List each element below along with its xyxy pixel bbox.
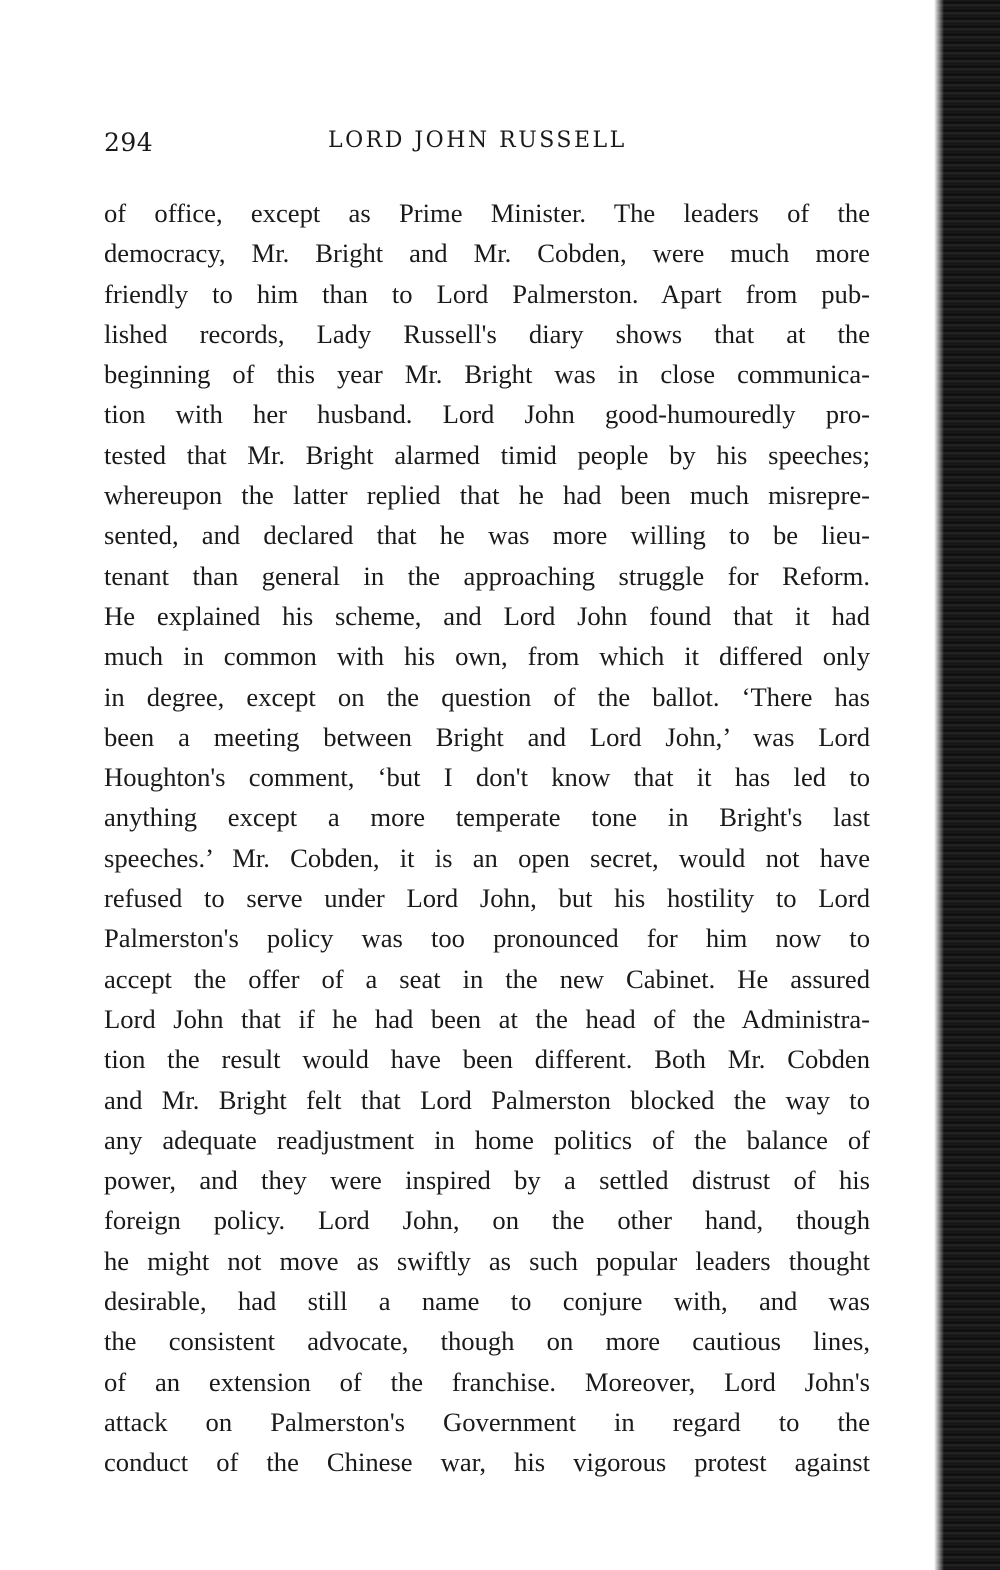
text-line: attack on Palmerston's Government in regard to the	[104, 1406, 870, 1437]
text-line: foreign policy. Lord John, on the other hand, though	[104, 1205, 870, 1236]
text-line: speeches.’ Mr. Cobden, it is an open secret, would not have	[104, 842, 870, 873]
text-line: desirable, had still a name to conjure with, and was	[104, 1286, 870, 1317]
text-line: tion with her husband. Lord John good-humouredly pro-	[104, 399, 870, 430]
text-line: He explained his scheme, and Lord John found that it had	[104, 600, 870, 631]
text-line: democracy, Mr. Bright and Mr. Cobden, were much more	[104, 238, 870, 269]
text-line: anything except a more temperate tone in Bright's last	[104, 802, 870, 833]
text-line: in degree, except on the question of the ballot. ‘There has	[104, 681, 870, 712]
text-line: tested that Mr. Bright alarmed timid people by his speeches;	[104, 439, 870, 470]
text-line: refused to serve under Lord John, but his hostility to Lord	[104, 883, 870, 914]
text-line: beginning of this year Mr. Bright was in close communica-	[104, 359, 870, 390]
text-line: lished records, Lady Russell's diary shows that at the	[104, 318, 870, 349]
text-line: accept the offer of a seat in the new Cabinet. He assured	[104, 963, 870, 994]
text-line: whereupon the latter replied that he had been much misrepre-	[104, 480, 870, 511]
running-head: LORD JOHN RUSSELL	[328, 128, 627, 153]
text-line: friendly to him than to Lord Palmerston. Apart from pub-	[104, 278, 870, 309]
text-line: tenant than general in the approaching struggle for Reform.	[104, 560, 870, 591]
text-line: power, and they were inspired by a settled distrust of his	[104, 1165, 870, 1196]
text-line: conduct of the Chinese war, his vigorous protest against	[104, 1447, 870, 1478]
text-line: of office, except as Prime Minister. The leaders of the	[104, 198, 870, 228]
text-line: sented, and declared that he was more willing to be lieu-	[104, 520, 870, 551]
page-header	[104, 128, 870, 162]
text-line: Palmerston's policy was too pronounced for him now to	[104, 923, 870, 954]
text-line: he might not move as swiftly as such popular leaders thought	[104, 1245, 870, 1276]
body-text	[104, 193, 870, 1483]
text-line: any adequate readjustment in home politics of the balance of	[104, 1124, 870, 1155]
page-number: 294	[104, 128, 154, 157]
text-line: and Mr. Bright felt that Lord Palmerston blocked the way to	[104, 1084, 870, 1115]
text-line: much in common with his own, from which it differed only	[104, 641, 870, 672]
page-binding-edge	[934, 0, 1000, 1570]
text-line: been a meeting between Bright and Lord John,’ was Lord	[104, 721, 870, 752]
text-line: Lord John that if he had been at the head of the Administra-	[104, 1003, 870, 1034]
text-line: tion the result would have been different. Both Mr. Cobden	[104, 1044, 870, 1075]
text-line: Houghton's comment, ‘but I don't know that it has led to	[104, 762, 870, 793]
text-line: of an extension of the franchise. Moreover, Lord John's	[104, 1366, 870, 1397]
text-line: the consistent advocate, though on more cautious lines,	[104, 1326, 870, 1357]
